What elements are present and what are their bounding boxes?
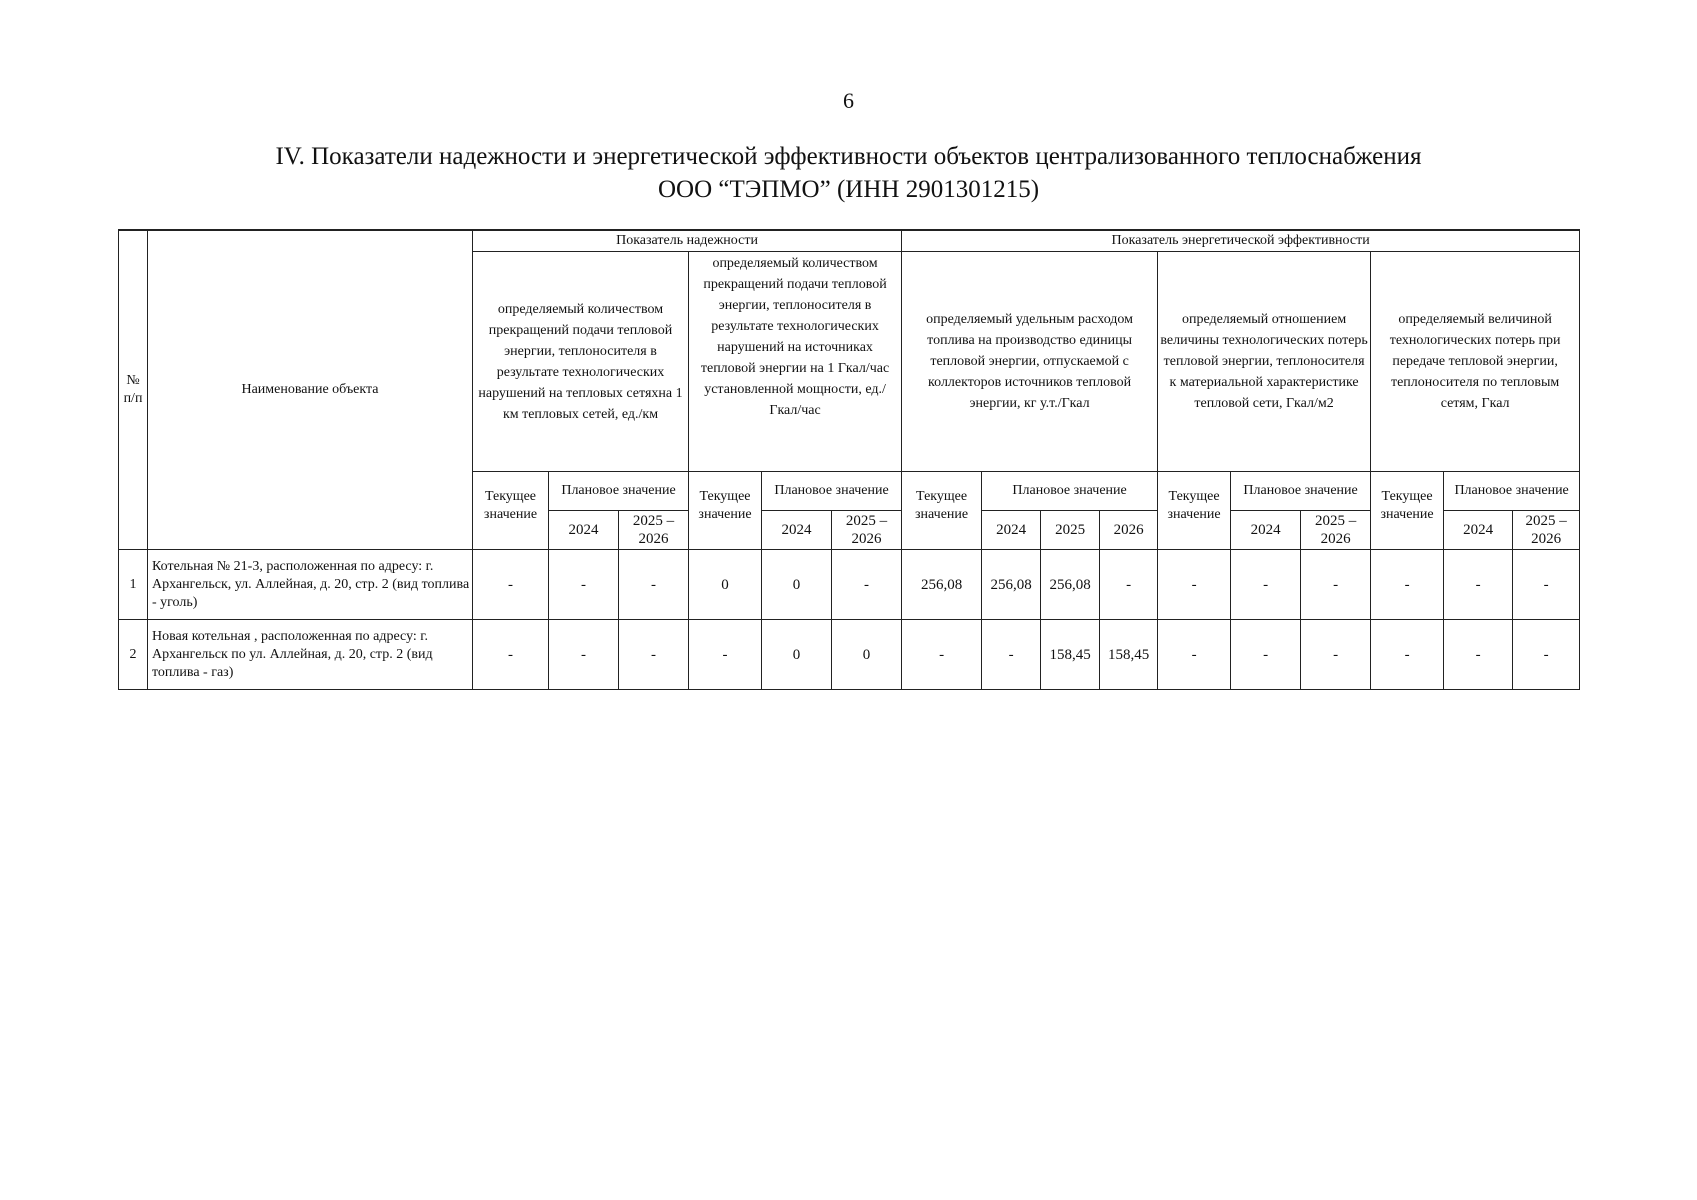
planned-value-label: Плановое значение bbox=[1231, 472, 1371, 511]
page-title bbox=[0, 140, 1697, 206]
planned-value-label: Плановое значение bbox=[762, 472, 902, 511]
cell-value: - bbox=[1513, 620, 1580, 690]
cell-value: - bbox=[549, 620, 619, 690]
cell-value: - bbox=[549, 550, 619, 620]
cell-value: - bbox=[1158, 550, 1231, 620]
cell-value: - bbox=[1231, 550, 1301, 620]
cell-value: - bbox=[1301, 620, 1371, 690]
cell-value: - bbox=[1444, 620, 1513, 690]
cell-value: - bbox=[1444, 550, 1513, 620]
cell-value: 0 bbox=[832, 620, 902, 690]
year-2025: 2025 bbox=[1041, 511, 1100, 550]
indicator-loss-ratio: определяемый отношением величины технологических потерь тепловой энергии, теплоносителя к материальной характеристике тепловой сети, Гкал/м2 bbox=[1158, 252, 1371, 472]
cell-value: 0 bbox=[689, 550, 762, 620]
year-2025-2026: 2025 – 2026 bbox=[1301, 511, 1371, 550]
header-reliability-group: Показатель надежности bbox=[473, 230, 902, 252]
cell-value: - bbox=[1371, 620, 1444, 690]
cell-value: - bbox=[982, 620, 1041, 690]
indicator-fuel-consumption: определяемый удельным расходом топлива на производство единицы тепловой энергии, отпускаемой с коллекторов источников тепловой энергии, кг у.т./Гкал bbox=[902, 252, 1158, 472]
object-name: Новая котельная , расположенная по адресу: г. Архангельск по ул. Аллейная, д. 20, стр. 2 (вид топлива - газ) bbox=[148, 620, 473, 690]
cell-value: - bbox=[832, 550, 902, 620]
header-row-groups bbox=[119, 230, 1580, 252]
current-value-label: Текущее значение bbox=[1158, 472, 1231, 550]
current-value-label: Текущее значение bbox=[1371, 472, 1444, 550]
row-number: 1 bbox=[119, 550, 148, 620]
indicator-loss-value: определяемый величиной технологических потерь при передаче тепловой энергии, теплоносителя по тепловым сетям, Гкал bbox=[1371, 252, 1580, 472]
cell-value: - bbox=[619, 550, 689, 620]
cell-value: - bbox=[473, 620, 549, 690]
cell-value: - bbox=[473, 550, 549, 620]
table-row bbox=[119, 620, 1580, 690]
cell-value: - bbox=[1231, 620, 1301, 690]
cell-value: 256,08 bbox=[902, 550, 982, 620]
title-line-2: ООО “ТЭПМО” (ИНН 2901301215) bbox=[657, 176, 1040, 203]
planned-value-label: Плановое значение bbox=[549, 472, 689, 511]
cell-value: - bbox=[689, 620, 762, 690]
indicator-reliability-sources: определяемый количеством прекращений подачи тепловой энергии, теплоносителя в результате технологических нарушений на источниках тепловой энергии на 1 Гкал/час установленной мощности, ед./Гкал/час bbox=[689, 252, 902, 472]
row-number: 2 bbox=[119, 620, 148, 690]
page-number: 6 bbox=[843, 88, 854, 113]
current-value-label: Текущее значение bbox=[689, 472, 762, 550]
year-2026: 2026 bbox=[1100, 511, 1158, 550]
table-row bbox=[119, 550, 1580, 620]
year-2024: 2024 bbox=[1444, 511, 1513, 550]
planned-value-label: Плановое значение bbox=[982, 472, 1158, 511]
cell-value: 158,45 bbox=[1100, 620, 1158, 690]
cell-value: 0 bbox=[762, 550, 832, 620]
current-value-label: Текущее значение bbox=[902, 472, 982, 550]
cell-value: - bbox=[1513, 550, 1580, 620]
year-2024: 2024 bbox=[762, 511, 832, 550]
year-2024: 2024 bbox=[1231, 511, 1301, 550]
year-2025-2026: 2025 – 2026 bbox=[619, 511, 689, 550]
header-object-name: Наименование объекта bbox=[148, 230, 473, 550]
object-name: Котельная № 21-3, расположенная по адресу: г. Архангельск, ул. Аллейная, д. 20, стр. 2 (вид топлива - уголь) bbox=[148, 550, 473, 620]
year-2025-2026: 2025 – 2026 bbox=[832, 511, 902, 550]
indicator-reliability-networks: определяемый количеством прекращений подачи тепловой энергии, теплоносителя в результате технологических нарушений на тепловых сетяхна 1 км тепловых сетей, ед./км bbox=[473, 252, 689, 472]
cell-value: 158,45 bbox=[1041, 620, 1100, 690]
cell-value: - bbox=[902, 620, 982, 690]
cell-value: 256,08 bbox=[1041, 550, 1100, 620]
year-2024: 2024 bbox=[549, 511, 619, 550]
cell-value: - bbox=[1371, 550, 1444, 620]
year-2024: 2024 bbox=[982, 511, 1041, 550]
planned-value-label: Плановое значение bbox=[1444, 472, 1580, 511]
cell-value: - bbox=[1100, 550, 1158, 620]
cell-value: 256,08 bbox=[982, 550, 1041, 620]
cell-value: - bbox=[1301, 550, 1371, 620]
header-num: № п/п bbox=[119, 230, 148, 550]
year-2025-2026: 2025 – 2026 bbox=[1513, 511, 1580, 550]
cell-value: - bbox=[1158, 620, 1231, 690]
indicators-table bbox=[118, 229, 1580, 690]
cell-value: 0 bbox=[762, 620, 832, 690]
header-efficiency-group: Показатель энергетической эффективности bbox=[902, 230, 1580, 252]
current-value-label: Текущее значение bbox=[473, 472, 549, 550]
cell-value: - bbox=[619, 620, 689, 690]
title-line-1: IV. Показатели надежности и энергетической эффективности объектов централизованного теплоснабжения bbox=[275, 143, 1422, 170]
